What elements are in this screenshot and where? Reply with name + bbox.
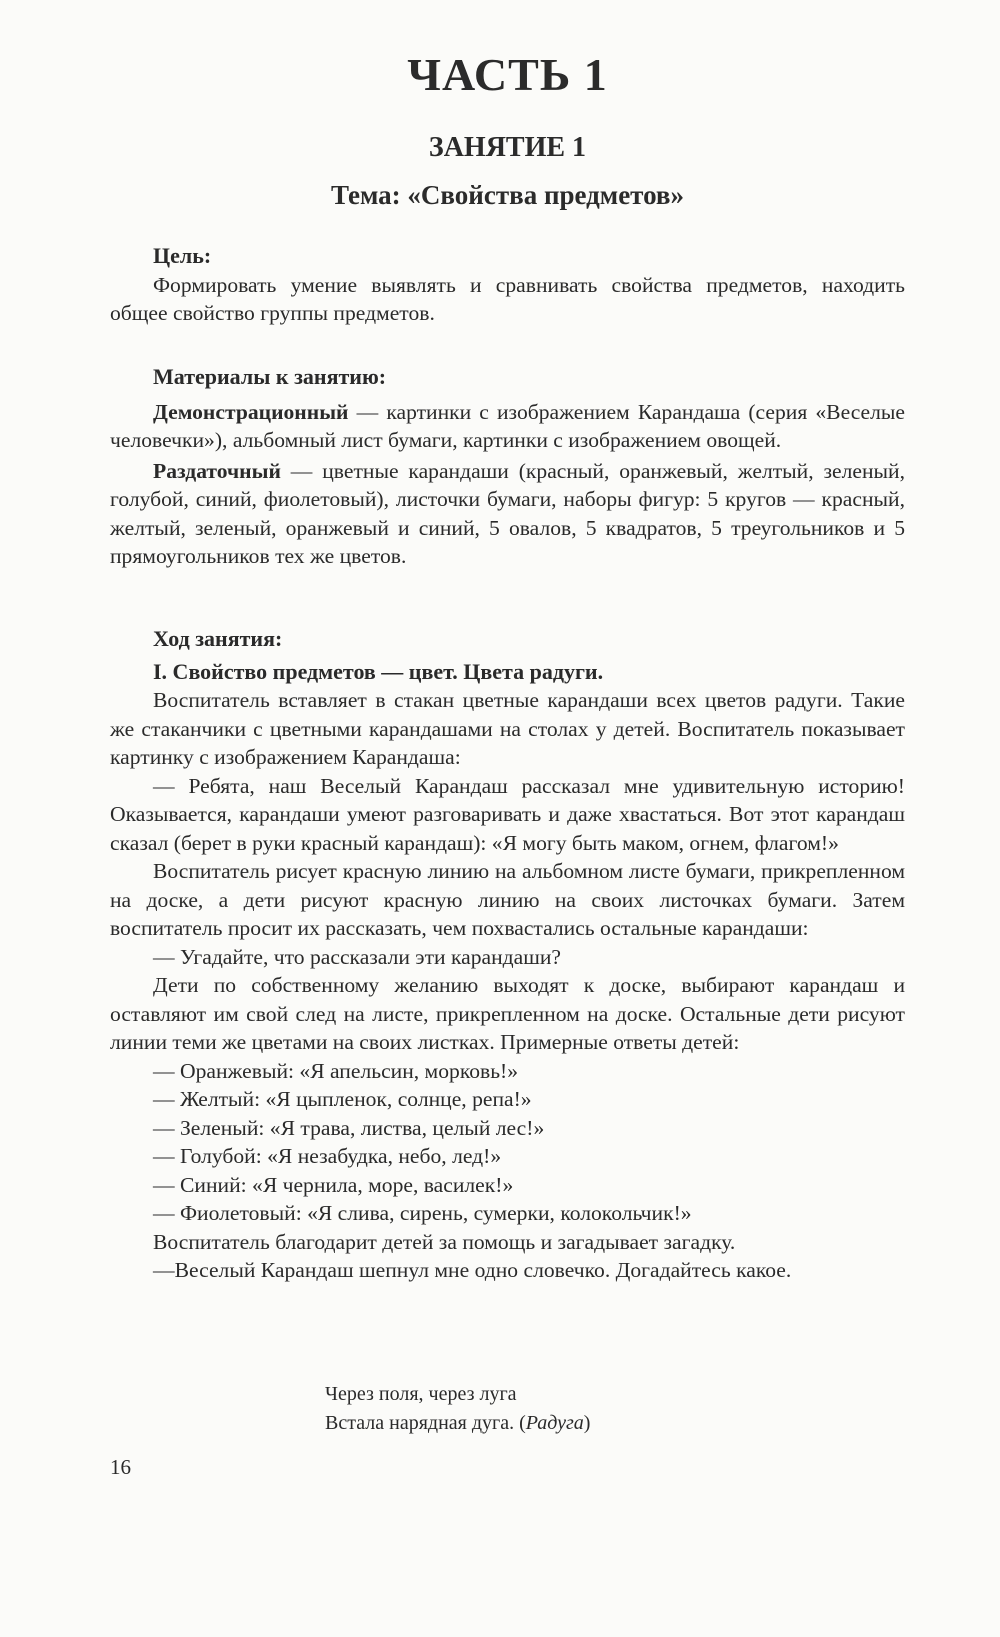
riddle-close: ) [583, 1412, 591, 1434]
materials-handout-label: Раздаточный [153, 458, 281, 483]
materials-section [110, 363, 905, 571]
course-paragraph: — Угадайте, что рассказали эти карандаши? [153, 944, 561, 969]
course-paragraph: — Ребята, наш Веселый Карандаш рассказал мне удивительную историю! Оказывается, карандаши умеют разговаривать и даже хвастаться. Вот этот карандаш сказал (берет в руки красный карандаш): «Я могу быть маком, огнем, флагом!» [110, 773, 905, 855]
riddle-line-text: Встала нарядная дуга. ( [325, 1412, 526, 1434]
page-number: 16 [110, 1455, 131, 1479]
materials-demo-label: Демонстрационный [153, 399, 349, 424]
materials-handout-text: — цветные карандаши (красный, оранжевый, желтый, зеленый, голубой, синий, фиолетовый), листочки бумаги, наборы фигур: 5 кругов — красный, желтый, зеленый, оранжевый и синий, 5 овалов, 5 квадратов, 5 треугольников и 5 прямоугольников тех же цветов. [110, 458, 905, 568]
materials-heading: Материалы к занятию: [153, 364, 387, 389]
course-section [110, 625, 905, 1285]
materials-demo-text: — картинки с изображением Карандаша (серия «Веселые человечки»), альбомный лист бумаги, картинки с изображением овощей. [110, 399, 905, 452]
goal-heading: Цель: [153, 243, 212, 268]
riddle-line: Через поля, через луга [325, 1383, 517, 1405]
topic-title: Тема: «Свойства предметов» [331, 180, 684, 210]
course-paragraph: —Веселый Карандаш шепнул мне одно словечко. Догадайтесь какое. [153, 1258, 792, 1282]
course-paragraph: Воспитатель рисует красную линию на альбомном листе бумаги, прикрепленном на доске, а дети рисуют красную линию на своих листочках бумаги. Затем воспитатель просит их рассказать, чем похвастались остальные карандаши: [110, 859, 905, 940]
answer-line: — Желтый: «Я цыпленок, солнце, репа!» [153, 1087, 532, 1111]
materials-demo [110, 398, 905, 455]
answer-line: — Зеленый: «Я трава, листва, целый лес!» [153, 1115, 545, 1140]
course-paragraph: Воспитатель благодарит детей за помощь и загадывает загадку. [153, 1229, 736, 1254]
lesson-title: ЗАНЯТИЕ 1 [428, 132, 587, 163]
riddle-line [325, 1409, 590, 1438]
answer-line: — Синий: «Я чернила, море, василек!» [153, 1172, 514, 1197]
riddle-answer: Радуга [525, 1412, 584, 1434]
materials-handout [110, 457, 905, 571]
answer-line: — Голубой: «Я незабудка, небо, лед!» [153, 1144, 502, 1168]
goal-text: Формировать умение выявлять и сравнивать свойства предметов, находить общее свойство группы предметов. [110, 272, 905, 325]
riddle-poem [325, 1380, 590, 1438]
answer-line: — Фиолетовый: «Я слива, сирень, сумерки, колокольчик!» [153, 1201, 692, 1225]
course-section-title: I. Свойство предметов — цвет. Цвета радуги. [153, 658, 604, 684]
course-paragraph: Воспитатель вставляет в стакан цветные карандаши всех цветов радуги. Такие же стаканчики с цветными карандашами на столах у детей. Воспитатель показывает картинку с изображением Карандаша: [110, 688, 905, 769]
course-heading: Ход занятия: [153, 626, 283, 651]
answer-line: — Оранжевый: «Я апельсин, морковь!» [153, 1058, 519, 1083]
course-paragraph: Дети по собственному желанию выходят к доске, выбирают карандаш и оставляют им свой след на листе, прикрепленном на доске. Остальные дети рисуют линии теми же цветами на своих листках. Примерные ответы детей: [110, 973, 905, 1054]
goal-section [110, 242, 905, 328]
part-title: ЧАСТЬ 1 [407, 49, 608, 100]
